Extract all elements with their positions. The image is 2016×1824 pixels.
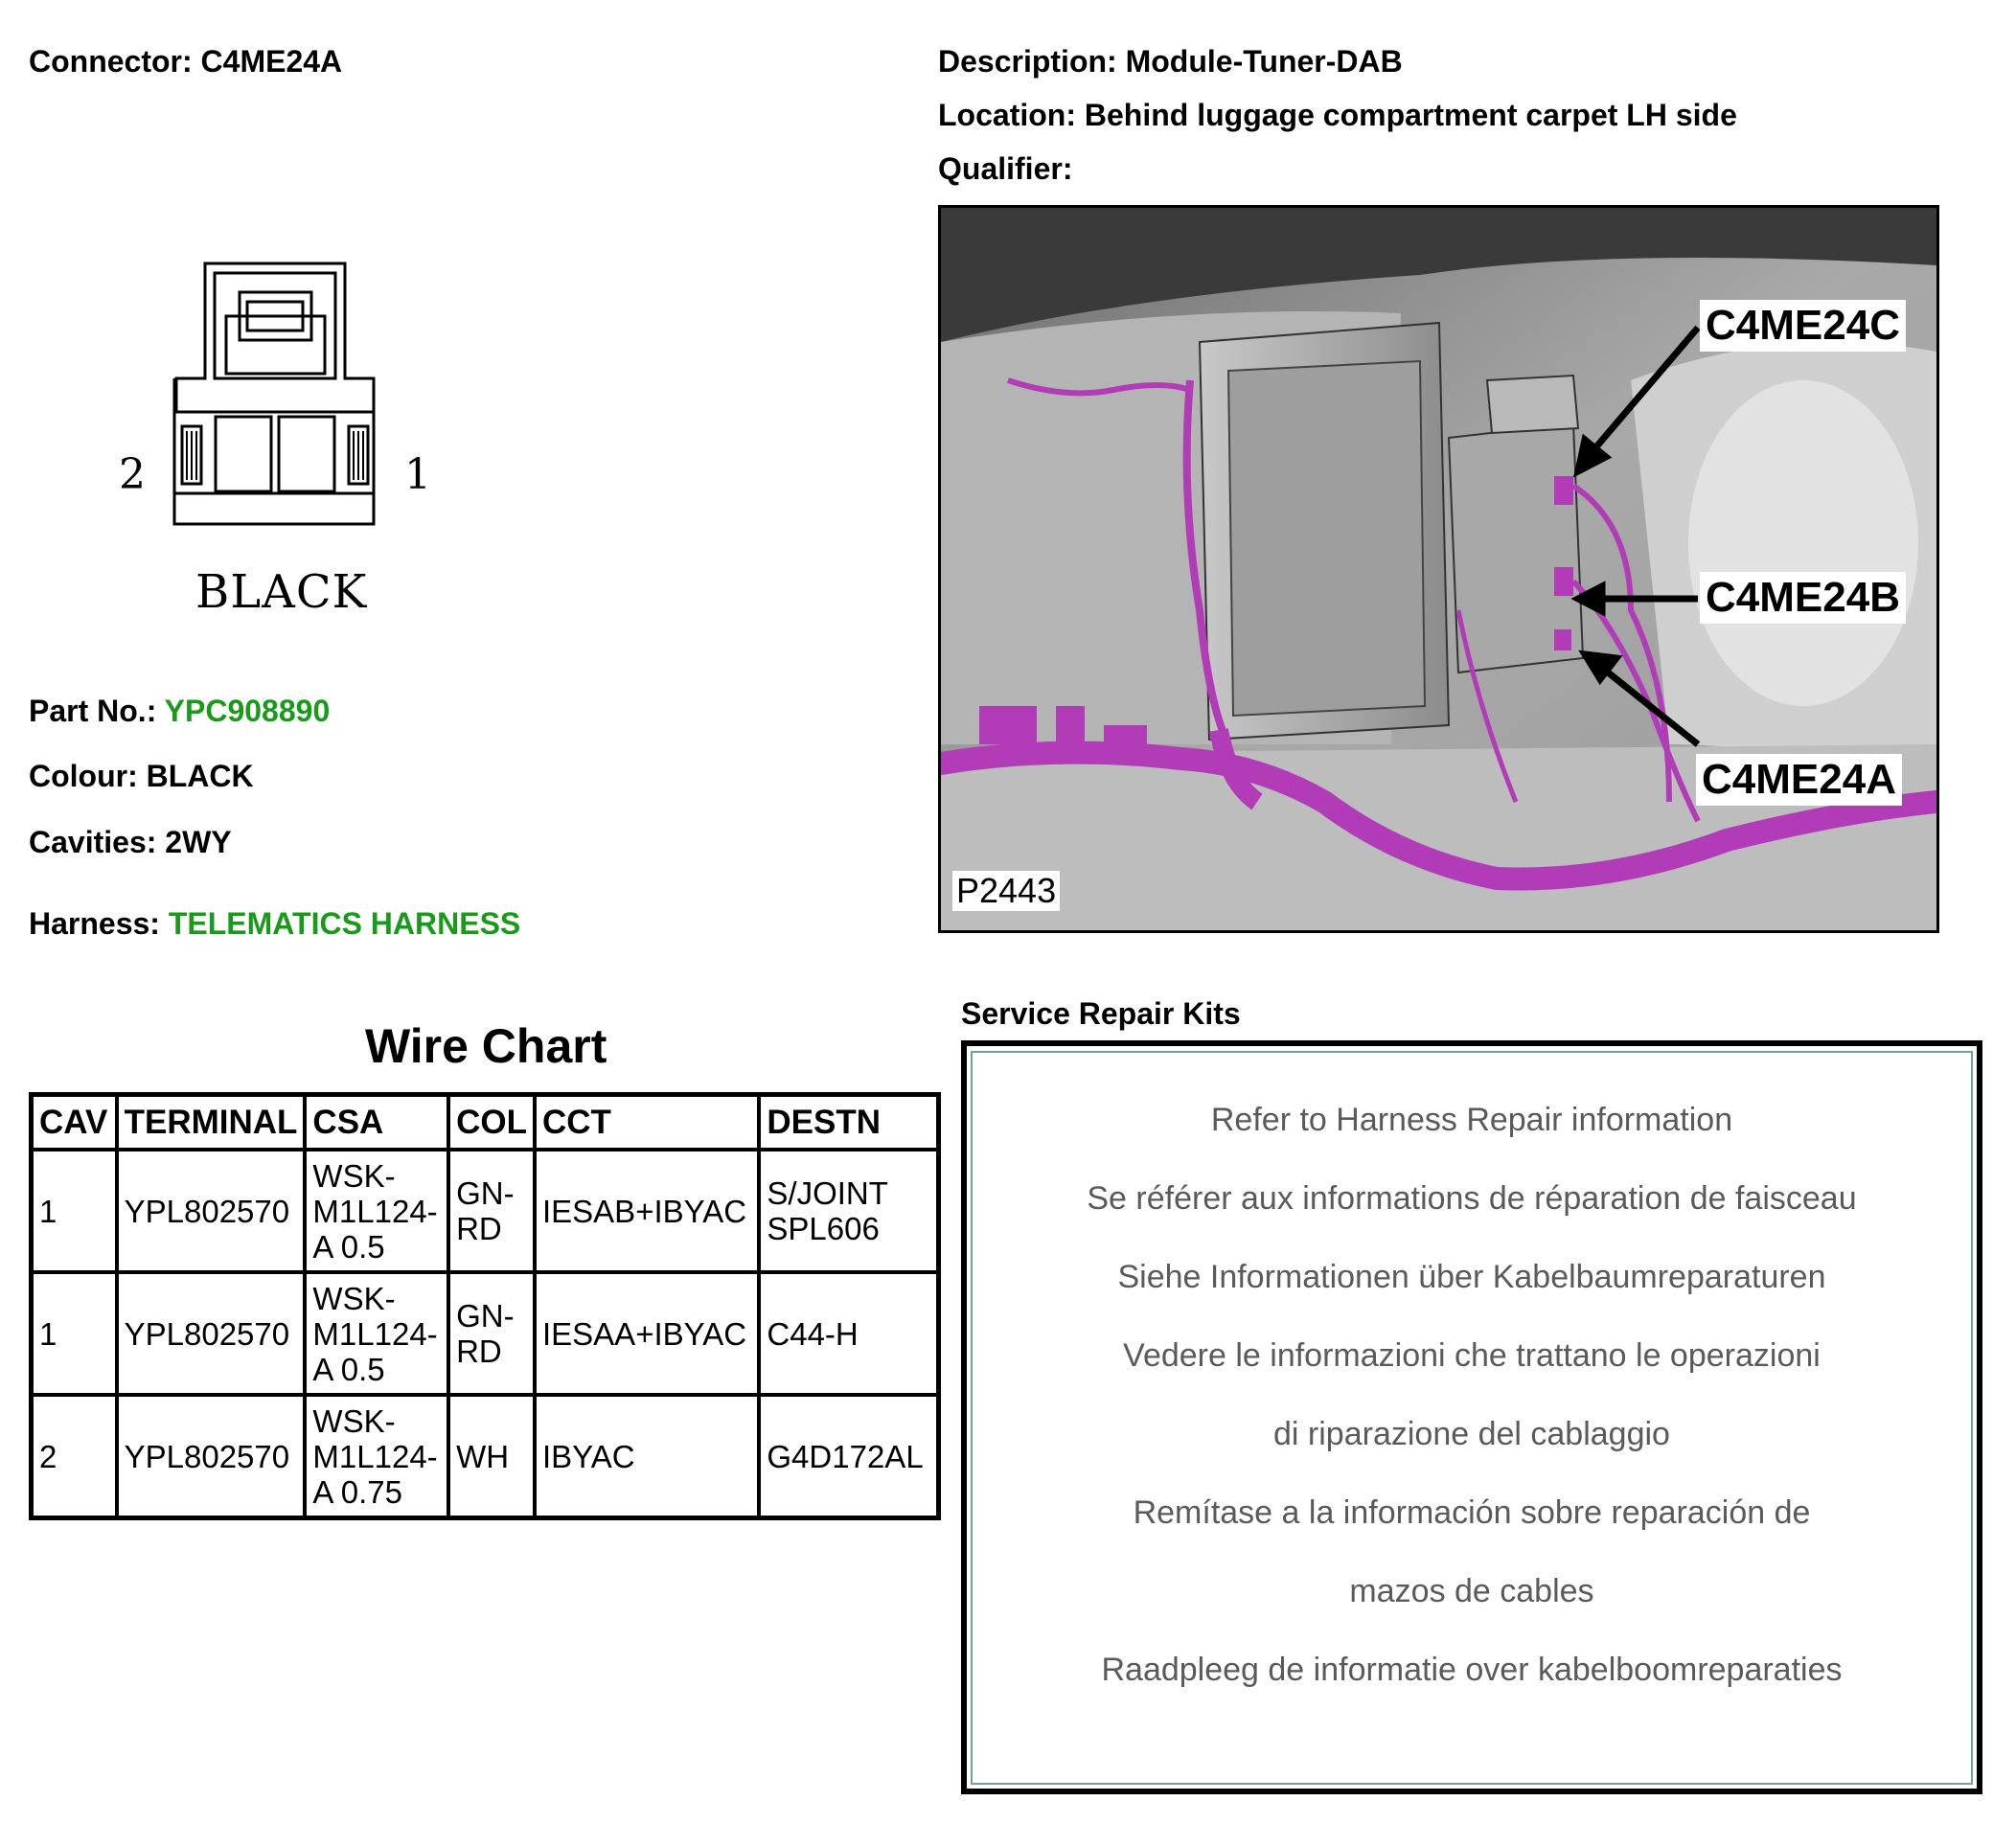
cell-cav: 1 — [32, 1272, 117, 1395]
repair-info-line: Siehe Informationen über Kabelbaumreparaturen — [1117, 1259, 1826, 1295]
cell-cav: 2 — [32, 1395, 117, 1518]
table-row — [32, 1272, 939, 1395]
part-no-value[interactable]: YPC908890 — [164, 694, 331, 728]
col-header-csa: CSA — [305, 1095, 448, 1151]
cell-csa: WSK-M1L124-A 0.75 — [305, 1395, 448, 1518]
col-header-cav: CAV — [32, 1095, 117, 1151]
pin-label-left: 2 — [119, 450, 146, 499]
wire-chart-table — [29, 1092, 941, 1520]
photo-callout-b: C4ME24B — [1700, 572, 1906, 624]
cell-destn: C44-H — [759, 1272, 938, 1395]
part-no-field — [29, 694, 330, 729]
cavities-label: Cavities: — [29, 825, 157, 859]
col-header-col: COL — [448, 1095, 535, 1151]
harness-field — [29, 906, 520, 942]
cell-terminal: YPL802570 — [117, 1150, 306, 1272]
service-repair-kits-title: Service Repair Kits — [961, 996, 1241, 1031]
wire-chart-title: Wire Chart — [365, 1019, 607, 1073]
part-no-label: Part No.: — [29, 694, 157, 728]
cell-col: GN-RD — [448, 1150, 535, 1272]
repair-info-line: Raadpleeg de informatie over kabelboomreparaties — [1101, 1652, 1843, 1688]
cell-cct: IESAA+IBYAC — [535, 1272, 759, 1395]
colour-label: Colour: — [29, 759, 138, 793]
repair-info-line: mazos de cables — [1349, 1573, 1594, 1609]
connector-label: Connector: — [29, 44, 193, 79]
connector-color-label: BLACK — [195, 565, 368, 619]
colour-field — [29, 759, 254, 794]
photo-callout-c: C4ME24C — [1700, 300, 1906, 352]
cell-cav: 1 — [32, 1150, 117, 1272]
qualifier-field — [938, 151, 1072, 187]
col-header-terminal: TERMINAL — [117, 1095, 306, 1151]
repair-info-line: Refer to Harness Repair information — [1210, 1102, 1733, 1138]
cell-destn: G4D172AL — [759, 1395, 938, 1518]
col-header-cct: CCT — [535, 1095, 759, 1151]
location-label: Location: — [938, 98, 1076, 132]
description-field — [938, 44, 1403, 80]
photo-code: P2443 — [952, 871, 1060, 911]
repair-info-line: Remítase a la información sobre reparación de — [1133, 1494, 1811, 1531]
repair-info-line: di riparazione del cablaggio — [1273, 1416, 1670, 1452]
table-row — [32, 1395, 939, 1518]
cell-terminal: YPL802570 — [117, 1272, 306, 1395]
cell-terminal: YPL802570 — [117, 1395, 306, 1518]
qualifier-label: Qualifier: — [938, 151, 1073, 186]
cell-csa: WSK-M1L124-A 0.5 — [305, 1150, 448, 1272]
location-field — [938, 98, 1737, 133]
location-value: Behind luggage compartment carpet LH side — [1084, 98, 1737, 132]
pin-label-right: 1 — [404, 450, 431, 499]
col-header-destn: DESTN — [759, 1095, 938, 1151]
description-label: Description: — [938, 44, 1117, 79]
location-photo — [938, 205, 1939, 933]
connector-field — [29, 44, 342, 80]
description-value: Module-Tuner-DAB — [1125, 44, 1403, 79]
cell-col: GN-RD — [448, 1272, 535, 1395]
cell-csa: WSK-M1L124-A 0.5 — [305, 1272, 448, 1395]
photo-callout-a: C4ME24A — [1696, 754, 1902, 806]
harness-value[interactable]: TELEMATICS HARNESS — [168, 906, 521, 941]
table-header-row — [32, 1095, 939, 1151]
connector-value: C4ME24A — [200, 44, 343, 79]
cell-col: WH — [448, 1395, 535, 1518]
cell-cct: IESAB+IBYAC — [535, 1150, 759, 1272]
cell-cct: IBYAC — [535, 1395, 759, 1518]
harness-label: Harness: — [29, 906, 160, 941]
table-row — [32, 1150, 939, 1272]
colour-value: BLACK — [146, 759, 254, 793]
cavities-field — [29, 825, 232, 860]
repair-info-line: Vedere le informazioni che trattano le operazioni — [1123, 1337, 1821, 1374]
cavities-value: 2WY — [165, 825, 232, 859]
cell-destn: S/JOINT SPL606 — [759, 1150, 938, 1272]
repair-info-line: Se référer aux informations de réparation de faisceau — [1087, 1180, 1857, 1217]
